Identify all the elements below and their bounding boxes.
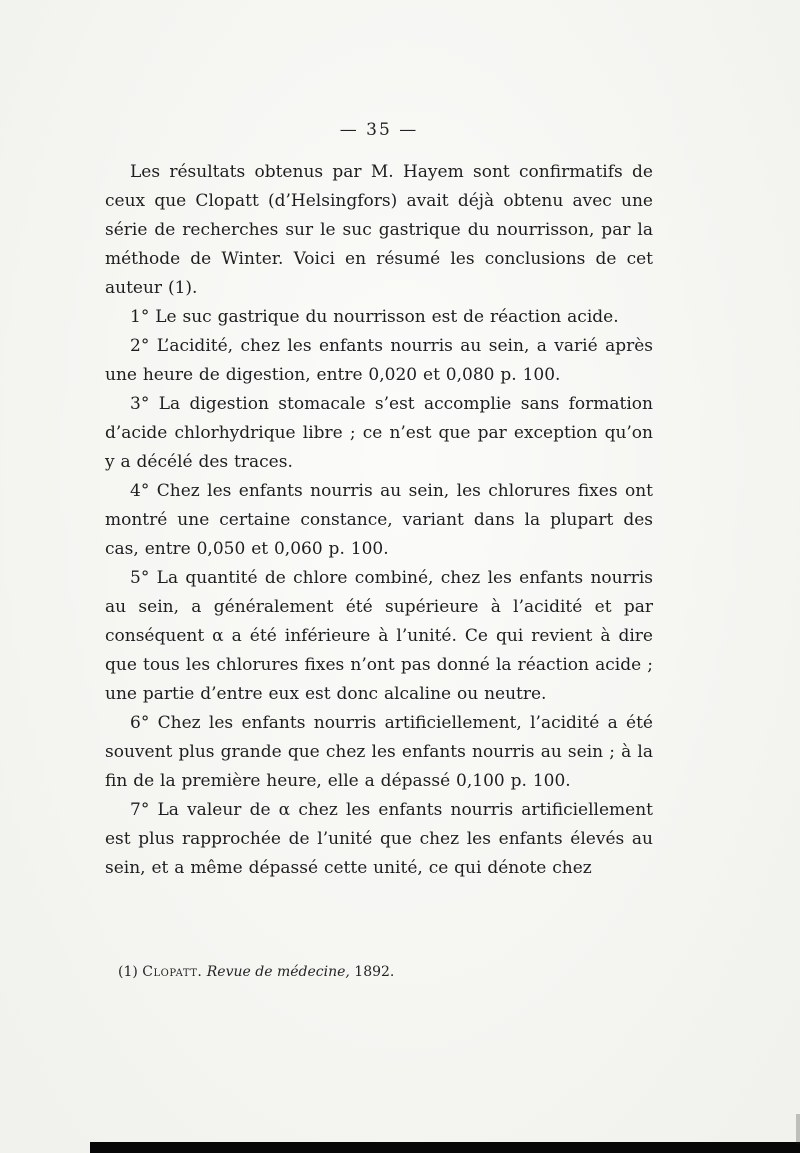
paragraph-point-1: 1° Le suc gastrique du nourrisson est de réaction acide. <box>130 307 619 327</box>
paragraph-point-2: 2° L’acidité, chez les enfants nourris au sein, a varié après une heure de digestion, entre 0,020 et 0,080 p. 100. <box>105 336 653 385</box>
page-number: — 35 — <box>339 120 419 140</box>
paragraph-point-3: 3° La digestion stomacale s’est accomplie sans formation d’acide chlorhydrique libre ; ce n’est que par exception qu’on y a décélé des traces. <box>105 394 653 472</box>
footnote-author: Clopatt. <box>142 964 203 980</box>
footnote-year: 1892. <box>354 964 395 980</box>
footnote-marker: (1) <box>118 964 138 980</box>
footnote <box>118 962 638 982</box>
paragraph-point-4: 4° Chez les enfants nourris au sein, les chlorures fixes ont montré une certaine constance, variant dans la plupart des cas, entre 0,050 et 0,060 p. 100. <box>105 481 653 559</box>
scan-edge-shadow <box>796 1114 800 1144</box>
paragraph-intro: Les résultats obtenus par M. Hayem sont confirmatifs de ceux que Clopatt (d’Helsingfors) avait déjà obtenu avec une série de recherches sur le suc gastrique du nourrisson, par la méthode de Winter. Voici en résumé les conclusions de cet auteur (1). <box>105 162 653 298</box>
scan-edge-bar <box>90 1142 800 1153</box>
paragraph-point-5: 5° La quantité de chlore combiné, chez les enfants nourris au sein, a généralement été supérieure à l’acidité et par conséquent α a été inférieure à l’unité. Ce qui revient à dire que tous les chlorures fixes n’ont pas donné la réaction acide ; une partie d’entre eux est donc alcaline ou neutre. <box>105 568 653 704</box>
paragraph-point-7: 7° La valeur de α chez les enfants nourris artificiellement est plus rapprochée de l’unité que chez les enfants élevés au sein, et a même dépassé cette unité, ce qui dénote chez <box>105 800 653 878</box>
footnote-work-title: Revue de médecine, <box>206 964 350 980</box>
paragraph-point-6: 6° Chez les enfants nourris artificiellement, l’acidité a été souvent plus grande que chez les enfants nourris au sein ; à la fin de la première heure, elle a dépassé 0,100 p. 100. <box>105 713 653 791</box>
text-block <box>105 158 653 883</box>
